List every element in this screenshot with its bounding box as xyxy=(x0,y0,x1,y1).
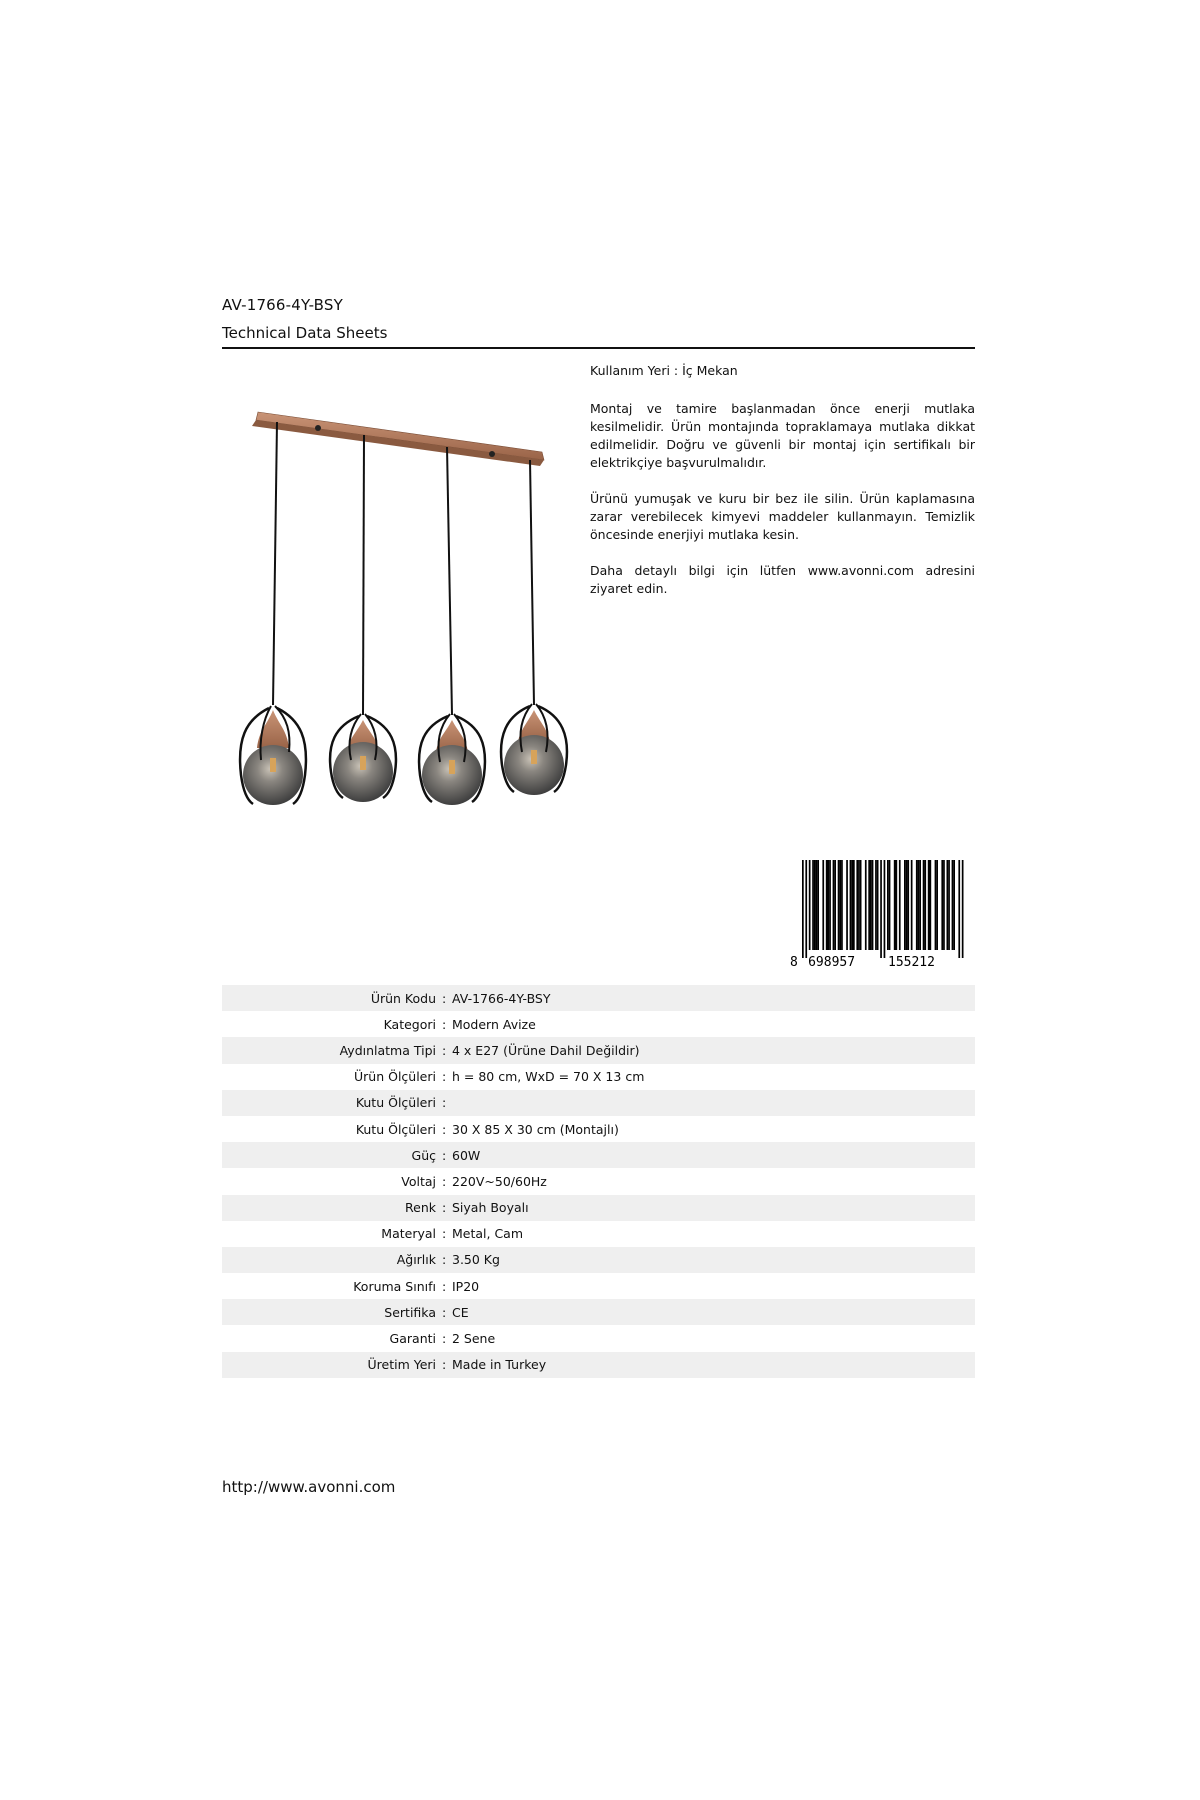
spec-label: Garanti xyxy=(389,1331,436,1347)
spec-value: 30 X 85 X 30 cm (Montajlı) xyxy=(452,1121,619,1137)
usage-location: Kullanım Yeri : İç Mekan xyxy=(590,363,738,378)
barcode-bar xyxy=(880,860,882,958)
barcode-bar xyxy=(911,860,913,950)
spec-row xyxy=(222,1090,975,1116)
barcode-bar xyxy=(916,860,918,950)
pendant-1 xyxy=(240,706,306,805)
barcode-bar xyxy=(833,860,835,950)
spec-value: Made in Turkey xyxy=(452,1357,547,1373)
barcode-bar xyxy=(928,860,930,950)
spec-separator: : xyxy=(442,1147,447,1163)
footer-url: http://www.avonni.com xyxy=(222,1478,396,1496)
barcode-bar xyxy=(870,860,872,950)
spec-row xyxy=(222,1273,975,1299)
barcode-bar xyxy=(947,860,949,950)
spec-label: Kutu Ölçüleri xyxy=(355,1121,436,1137)
barcode-bar xyxy=(906,860,908,950)
canopy-bar xyxy=(256,412,544,460)
barcode-bar xyxy=(858,860,860,950)
spec-label: Ağırlık xyxy=(396,1252,436,1268)
safety-note: Montaj ve tamire başlanmadan önce enerji mutlaka kesilmelidir. Ürün montajında topraklamaya mutlaka dikkat edilmelidir. Doğru ve güvenli bir montaj için sertifikalı bir elektrikçiye başvurulmalıdır. xyxy=(590,401,975,470)
spec-row xyxy=(222,1037,975,1063)
barcode-bar xyxy=(935,860,937,950)
barcode-bar xyxy=(877,860,879,950)
spec-label: Kategori xyxy=(383,1016,436,1032)
product-image xyxy=(222,380,582,920)
barcode-bar xyxy=(884,860,886,958)
product-code-heading: AV-1766-4Y-BSY xyxy=(222,296,343,314)
spec-value: h = 80 cm, WxD = 70 X 13 cm xyxy=(452,1069,645,1085)
spec-label: Voltaj xyxy=(401,1173,436,1189)
spec-row xyxy=(222,1064,975,1090)
barcode-bar xyxy=(817,860,819,950)
barcode-bar xyxy=(851,860,853,950)
barcode-bar xyxy=(805,860,807,958)
spec-value: 220V~50/60Hz xyxy=(452,1173,547,1189)
spec-value: CE xyxy=(452,1304,469,1320)
spec-row xyxy=(222,1116,975,1142)
usage-notes xyxy=(590,362,975,616)
barcode-bar xyxy=(904,860,906,950)
barcode-bar xyxy=(814,860,816,950)
barcode-bar xyxy=(838,860,840,950)
spec-value: IP20 xyxy=(452,1278,480,1294)
spec-separator: : xyxy=(442,1069,447,1085)
spec-row xyxy=(222,985,975,1011)
barcode-bar xyxy=(924,860,926,950)
barcode-bar xyxy=(941,860,943,950)
spec-value: Metal, Cam xyxy=(452,1226,524,1242)
spec-label: Ürün Ölçüleri xyxy=(354,1069,436,1085)
barcode-bar xyxy=(816,860,818,950)
spec-separator: : xyxy=(442,1357,447,1373)
barcode-bar xyxy=(953,860,955,950)
spec-row xyxy=(222,1299,975,1325)
spec-row xyxy=(222,1011,975,1037)
spec-separator: : xyxy=(442,1226,447,1242)
barcode-bar xyxy=(958,860,960,958)
spec-separator: : xyxy=(442,1304,447,1320)
spec-label: Sertifika xyxy=(384,1304,436,1320)
spec-table xyxy=(222,985,975,1378)
spec-separator: : xyxy=(442,990,447,1006)
spec-separator: : xyxy=(442,1331,447,1347)
spec-separator: : xyxy=(442,1042,447,1058)
barcode-bar xyxy=(853,860,855,950)
barcode-bar xyxy=(923,860,925,950)
spec-separator: : xyxy=(442,1200,447,1216)
spec-row xyxy=(222,1221,975,1247)
barcode-bar xyxy=(936,860,938,950)
pendant-4 xyxy=(501,704,567,795)
pendant-2 xyxy=(330,714,396,802)
spec-value: 3.50 Kg xyxy=(452,1252,500,1268)
barcode-bar xyxy=(809,860,811,950)
spec-label: Üretim Yeri xyxy=(367,1357,436,1373)
spec-value: Modern Avize xyxy=(452,1016,536,1032)
barcode-bar xyxy=(841,860,843,950)
barcode-bar xyxy=(868,860,870,950)
spec-value: 2 Sene xyxy=(452,1331,496,1347)
spec-label: Aydınlatma Tipi xyxy=(339,1042,436,1058)
barcode-bar xyxy=(872,860,874,950)
barcode-bar xyxy=(889,860,891,950)
website-note: Daha detaylı bilgi için lütfen www.avonni.com adresini ziyaret edin. xyxy=(590,563,975,596)
spec-row xyxy=(222,1352,975,1378)
spec-value: Siyah Boyalı xyxy=(452,1200,529,1216)
spec-row xyxy=(222,1142,975,1168)
barcode-bar xyxy=(856,860,858,950)
barcode-bar xyxy=(865,860,867,950)
document-subtitle: Technical Data Sheets xyxy=(222,324,388,342)
spec-separator: : xyxy=(442,1278,447,1294)
spec-value: 60W xyxy=(452,1147,481,1163)
barcode xyxy=(790,860,975,970)
barcode-bar xyxy=(828,860,830,950)
barcode-bar xyxy=(834,860,836,950)
spec-separator: : xyxy=(442,1016,447,1032)
spec-label: Kutu Ölçüleri xyxy=(355,1095,436,1111)
spec-separator: : xyxy=(442,1252,447,1268)
barcode-bar xyxy=(918,860,920,950)
cleaning-note: Ürünü yumuşak ve kuru bir bez ile silin. Ürün kaplamasına zarar verebilecek kimyevi maddeler kullanmayın. Temizlik öncesinde enerjiyi mutlaka kesin. xyxy=(590,491,975,542)
barcode-bar xyxy=(829,860,831,950)
barcode-bar xyxy=(930,860,932,950)
barcode-bar xyxy=(846,860,848,950)
spec-value: AV-1766-4Y-BSY xyxy=(452,990,551,1006)
barcode-bar xyxy=(802,860,804,958)
spec-separator: : xyxy=(442,1121,447,1137)
barcode-bar xyxy=(948,860,950,950)
spec-row xyxy=(222,1195,975,1221)
barcode-bar xyxy=(919,860,921,950)
barcode-bar xyxy=(943,860,945,950)
barcode-bar xyxy=(962,860,964,958)
spec-value: 4 x E27 (Ürüne Dahil Değildir) xyxy=(452,1042,640,1058)
barcode-digits-left: 698957 xyxy=(808,955,856,970)
pendant-3 xyxy=(419,714,485,805)
barcode-bar xyxy=(952,860,954,950)
barcode-bar xyxy=(850,860,852,950)
header-divider xyxy=(222,347,975,349)
barcode-bar xyxy=(907,860,909,950)
spec-separator: : xyxy=(442,1173,447,1189)
spec-row xyxy=(222,1325,975,1351)
barcode-digits-right: 155212 xyxy=(888,955,935,970)
spec-label: Ürün Kodu xyxy=(370,990,436,1006)
barcode-bar xyxy=(875,860,877,950)
barcode-bar xyxy=(826,860,828,950)
spec-separator: : xyxy=(442,1095,447,1111)
barcode-digit-lead: 8 xyxy=(790,955,798,970)
spec-row xyxy=(222,1247,975,1273)
barcode-bar xyxy=(860,860,862,950)
spec-label: Materyal xyxy=(381,1226,436,1242)
barcode-bar xyxy=(899,860,901,950)
barcode-bar xyxy=(894,860,896,950)
barcode-bar xyxy=(812,860,814,950)
barcode-bar xyxy=(822,860,824,950)
spec-label: Koruma Sınıfı xyxy=(353,1278,436,1294)
barcode-bar xyxy=(887,860,889,950)
barcode-bar xyxy=(896,860,898,950)
spec-label: Güç xyxy=(411,1147,436,1163)
barcode-bar xyxy=(839,860,841,950)
spec-label: Renk xyxy=(405,1200,436,1216)
spec-row xyxy=(222,1168,975,1194)
